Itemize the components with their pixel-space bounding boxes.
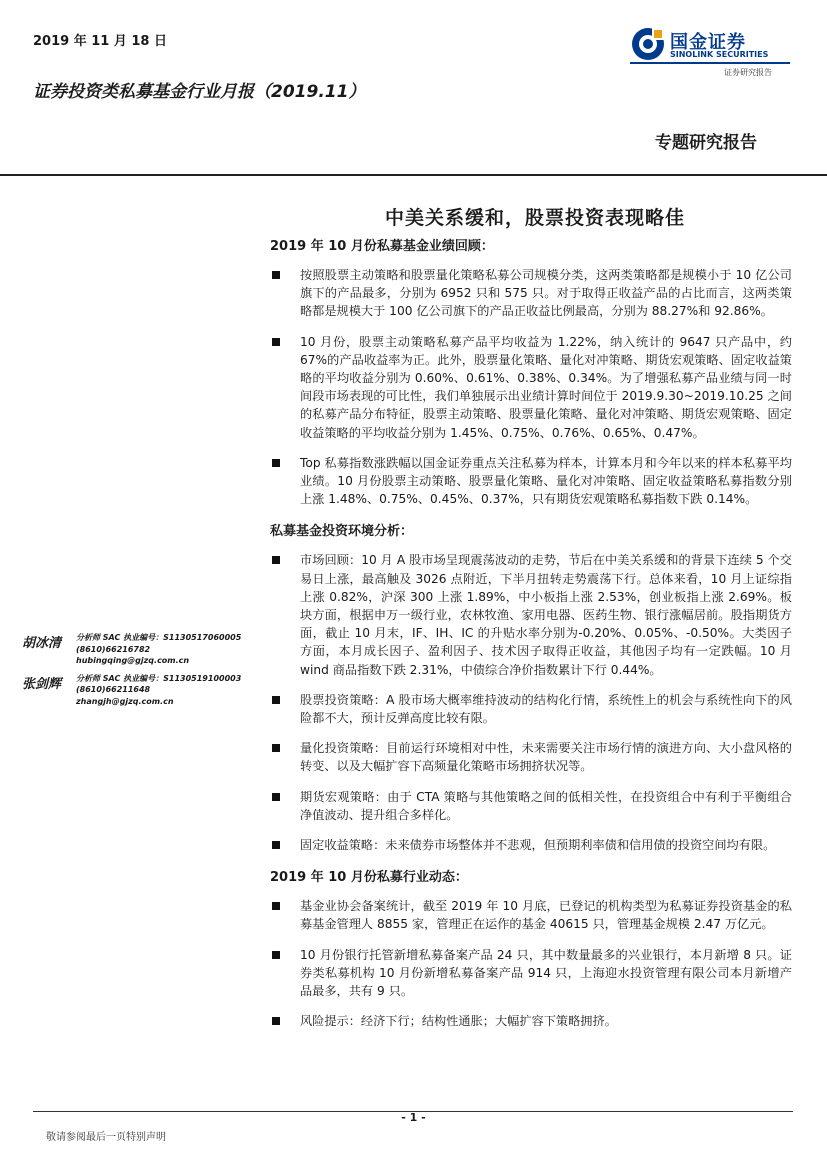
analyst-panel (22, 632, 262, 713)
list-item: Top 私募指数涨跌幅以国金证券重点关注私募为样本，计算本月和今年以来的样本私募平均业绩。10 月份股票主动策略、股票量化策略、量化对冲策略、固定收益策略私募指数分别上涨 1.48%、0.75%、0.45%、0.37%，只有期货宏观策略私募指数下跌 0.14%。 (270, 454, 792, 509)
section-title: 2019 年 10 月份私募行业动态： (270, 870, 468, 886)
bullet-square-icon (272, 271, 280, 279)
bullet-square-icon (272, 902, 280, 910)
company-logo (630, 26, 790, 66)
analyst-name: 张剑辉 (22, 676, 62, 692)
list-item: 期货宏观策略：由于 CTA 策略与其他策略之间的低相关性，在投资组合中有利于平衡组合净值波动、提升组合多样化。 (270, 788, 792, 824)
section-title: 私募基金投资环境分析： (270, 524, 414, 540)
bullet-square-icon (272, 793, 280, 801)
bullet-square-icon (272, 951, 280, 959)
section-industry-news (270, 866, 792, 1030)
bullet-square-icon (272, 696, 280, 704)
list-item: 10 月份，股票主动策略私募产品平均收益为 1.22%，纳入统计的 9647 只产品中，约 67%的产品收益率为正。此外，股票量化策略、量化对冲策略、期货宏观策略、固定收益策略的平均收益分别为 0.60%、0.61%、0.38%、0.34%。为了增强私募产品业绩与同一时间段市场表现的可比性，我们单独展示出业绩计算时间位于 2019.9.30~2019.10.25 之间的私募产品分布特征，股票主动策略、股票量化策略、量化对冲策略、期货宏观策略、固定收益策略的平均收益分别为 1.45%、0.75%、0.76%、0.65%、0.47%。 (270, 333, 792, 442)
analyst-cert: 分析师 SAC 执业编号：S1130519100003 (76, 673, 242, 683)
analyst-phone: (8610)66211648 (76, 685, 151, 694)
analyst-details (76, 632, 262, 667)
section-title: 2019 年 10 月份私募基金业绩回顾： (270, 239, 494, 254)
list-item: 基金业协会备案统计，截至 2019 年 10 月底，已登记的机构类型为私募证券投资基金的私募基金管理人 8855 家，管理正在运作的基金 40615 只，管理基金规模 2.47 万亿元。 (270, 897, 792, 933)
bullet-square-icon (272, 1017, 280, 1025)
sinolink-logo-icon (630, 26, 666, 62)
bullet-square-icon (272, 556, 280, 564)
list-item: 量化投资策略：目前运行环境相对中性，未来需要关注市场行情的演进方向、大小盘风格的转变、以及大幅扩容下高频量化策略市场拥挤状况等。 (270, 739, 792, 775)
analyst-card (22, 673, 262, 708)
report-title: 证券投资类私募基金行业月报（2019.11） (33, 82, 366, 102)
analyst-email[interactable]: zhangjh@gjzq.com.cn (76, 696, 174, 706)
report-type-small: 证券研究报告 (724, 68, 772, 77)
analyst-phone: (8610)66216782 (76, 644, 151, 654)
section-environment (270, 520, 792, 854)
bullet-square-icon (272, 459, 280, 467)
page-number: - 1 - (401, 1111, 426, 1124)
bullet-square-icon (272, 841, 280, 849)
logo-english-name: SINOLINK SECURITIES (670, 50, 769, 59)
analyst-cert: 分析师 SAC 执业编号：S1130517060005 (76, 633, 242, 642)
list-item: 10 月份银行托管新增私募备案产品 24 只，其中数量最多的兴业银行，本月新增 8 只。证券类私募机构 10 月份新增私募备案产品 914 只，上海迎水投资管理有限公司本月新增产品最多，共有 9 只。 (270, 946, 792, 1001)
list-item: 市场回顾：10 月 A 股市场呈现震荡波动的走势，节后在中美关系缓和的背景下连续 5 个交易日上涨，最高触及 3026 点附近，下半月扭转走势震荡下行。总体来看，10 月上证综指上涨 0.82%，沪深 300 上涨 1.89%，中小板指上涨 2.53%，创业板指上涨 2.69%。板块方面，根据申万一级行业，农林牧渔、家用电器、医药生物、银行涨幅居前。股指期货方面，截止 10 月末，IF、IH、IC 的升贴水率分别为-0.20%、0.05%、-0.50%。大类因子方面，本月成长因子、盈利因子、技术因子取得正收益，其他因子均有一定跌幅。10 月 wind 商品指数下跌 2.31%，中债综合净价指数累计下行 0.44%。 (270, 551, 792, 678)
list-item: 股票投资策略：A 股市场大概率维持波动的结构化行情，系统性上的机会与系统性向下的风险都不大，预计反弹高度比较有限。 (270, 691, 792, 727)
analyst-card (22, 632, 262, 667)
analyst-name: 胡冰清 (22, 636, 62, 651)
header-divider (630, 62, 790, 64)
list-item: 固定收益策略：未来债券市场整体并不悲观，但预期利率债和信用债的投资空间均有限。 (270, 836, 792, 854)
report-kind: 专题研究报告 (655, 133, 757, 153)
report-date: 2019 年 11 月 18 日 (33, 34, 167, 49)
main-title: 中美关系缓和，股票投资表现略佳 (384, 207, 685, 229)
logo-chinese-name: 国金证券 (670, 32, 746, 53)
bullet-square-icon (272, 744, 280, 752)
list-item: 按照股票主动策略和股票量化策略私募公司规模分类，这两类策略都是规模小于 10 亿公司旗下的产品最多，分别为 6952 只和 575 只。对于取得正收益产品的占比而言，这两类策略都是规模大于 100 亿公司旗下的产品正收益比例最高，分别为 88.27%和 92.86%。 (270, 266, 792, 321)
footer-disclaimer: 敬请参阅最后一页特别声明 (46, 1132, 166, 1143)
section-performance (270, 235, 792, 508)
analyst-email[interactable]: hubingqing@gjzq.com.cn (76, 656, 190, 665)
bullet-square-icon (272, 338, 280, 346)
report-body (270, 233, 792, 1043)
header-rule (0, 174, 827, 176)
analyst-details (76, 673, 262, 708)
list-item: 风险提示：经济下行；结构性通胀；大幅扩容下策略拥挤。 (270, 1012, 792, 1030)
